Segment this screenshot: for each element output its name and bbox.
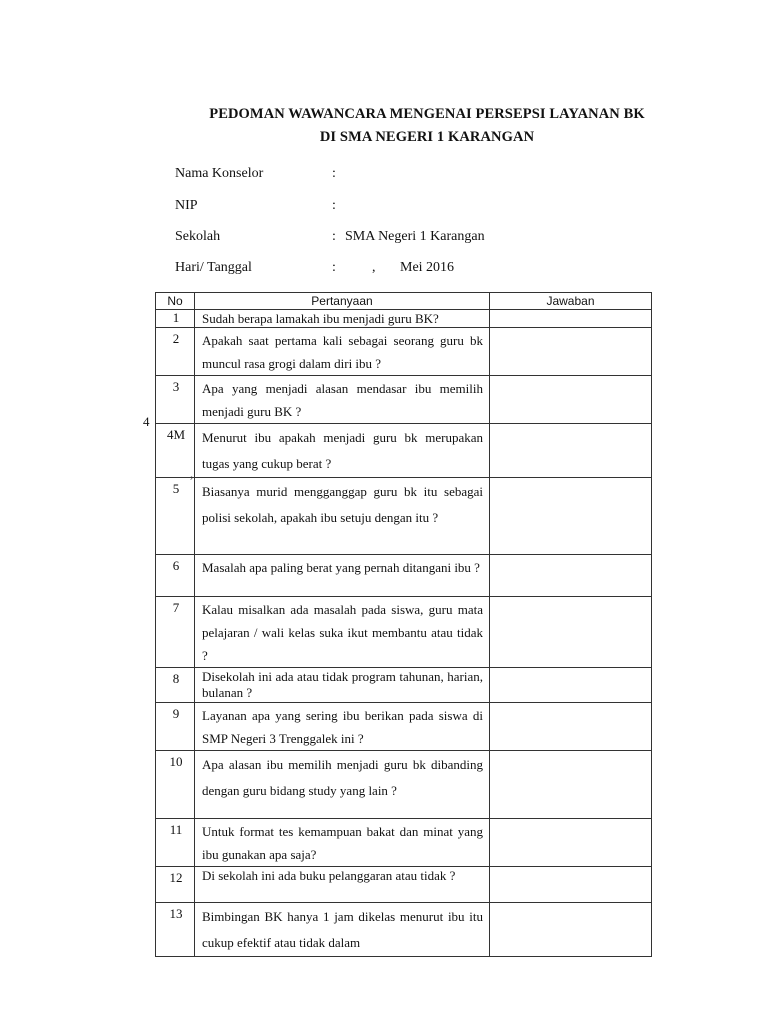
question-text: Di sekolah ini ada buku pelanggaran atau tidak ? bbox=[202, 868, 456, 883]
row-number bbox=[156, 376, 195, 424]
table-row bbox=[156, 597, 652, 668]
table-row bbox=[156, 903, 652, 957]
row-number bbox=[156, 903, 195, 957]
row-question bbox=[195, 903, 490, 957]
row-answer bbox=[490, 867, 652, 903]
field-value-comma: , bbox=[372, 260, 376, 275]
question-text: Layanan apa yang sering ibu berikan pada siswa di SMP Negeri 3 Trenggalek ini ? bbox=[202, 708, 483, 746]
field-colon: : bbox=[332, 229, 336, 244]
row-number bbox=[156, 328, 195, 376]
field-label: Sekolah bbox=[175, 229, 221, 244]
row-number-text: 7 bbox=[172, 600, 180, 615]
row-number-text: 5 bbox=[172, 481, 180, 496]
document-title-line1: PEDOMAN WAWANCARA MENGENAI PERSEPSI LAYANAN BK bbox=[209, 106, 645, 122]
row-answer bbox=[490, 328, 652, 376]
table-row bbox=[156, 703, 652, 751]
row-number-text: 2 bbox=[172, 331, 180, 346]
question-text: Masalah apa paling berat yang pernah ditangani ibu ? bbox=[202, 560, 480, 575]
table-row bbox=[156, 555, 652, 597]
row-question bbox=[195, 376, 490, 424]
field-colon: : bbox=[332, 198, 336, 213]
header-question: Pertanyaan bbox=[195, 293, 490, 310]
row-question bbox=[195, 478, 490, 555]
row-question bbox=[195, 555, 490, 597]
row-question bbox=[195, 751, 490, 819]
table-header-row bbox=[156, 293, 652, 310]
row-answer bbox=[490, 376, 652, 424]
margin-mark: 4 bbox=[143, 414, 150, 429]
row-number-text: 9 bbox=[172, 706, 180, 721]
row-question bbox=[195, 703, 490, 751]
question-text: Biasanya murid mengganggap guru bk itu sebagai polisi sekolah, apakah ibu setuju dengan itu ? bbox=[202, 484, 483, 525]
row-number bbox=[156, 751, 195, 819]
row-question bbox=[195, 819, 490, 867]
table-row bbox=[156, 328, 652, 376]
row-question bbox=[195, 867, 490, 903]
row-number bbox=[156, 819, 195, 867]
question-text: Apa yang menjadi alasan mendasar ibu memilih menjadi guru BK ? bbox=[202, 381, 483, 419]
field-value: SMA Negeri 1 Karangan bbox=[345, 229, 485, 244]
row-number bbox=[156, 310, 195, 328]
row-question bbox=[195, 310, 490, 328]
table-row bbox=[156, 867, 652, 903]
row-answer bbox=[490, 703, 652, 751]
row-number-text: 1 bbox=[172, 310, 180, 325]
header-no: No bbox=[156, 293, 195, 310]
question-text: Apakah saat pertama kali sebagai seorang guru bk muncul rasa grogi dalam diri ibu ? bbox=[202, 333, 483, 371]
row-question bbox=[195, 328, 490, 376]
table-row bbox=[156, 751, 652, 819]
table-row bbox=[156, 376, 652, 424]
row-answer bbox=[490, 597, 652, 668]
table-row bbox=[156, 668, 652, 703]
row-number-text: 11 bbox=[169, 822, 183, 837]
row-answer bbox=[490, 478, 652, 555]
row-answer bbox=[490, 751, 652, 819]
field-colon: : bbox=[332, 166, 336, 181]
document-title-line2: DI SMA NEGERI 1 KARANGAN bbox=[319, 129, 535, 145]
stray-mark: , bbox=[190, 466, 194, 481]
row-number bbox=[156, 424, 195, 478]
question-text: Sudah berapa lamakah ibu menjadi guru BK? bbox=[202, 311, 439, 326]
row-question bbox=[195, 597, 490, 668]
row-number-text: 13 bbox=[169, 906, 183, 921]
row-answer bbox=[490, 903, 652, 957]
row-number-text: 6 bbox=[172, 558, 180, 573]
field-label: Hari/ Tanggal bbox=[175, 260, 252, 275]
question-text: Menurut ibu apakah menjadi guru bk merupakan tugas yang cukup berat ? bbox=[202, 430, 483, 471]
row-number-text: 10 bbox=[169, 754, 183, 769]
row-number bbox=[156, 478, 195, 555]
question-text: Untuk format tes kemampuan bakat dan minat yang ibu gunakan apa saja? bbox=[202, 824, 483, 862]
row-number bbox=[156, 703, 195, 751]
row-number bbox=[156, 597, 195, 668]
row-question bbox=[195, 668, 490, 703]
row-number bbox=[156, 555, 195, 597]
question-text: Kalau misalkan ada masalah pada siswa, guru mata pelajaran / wali kelas suka ikut membantu atau tidak ? bbox=[202, 602, 483, 663]
field-label: Nama Konselor bbox=[175, 166, 264, 181]
row-question bbox=[195, 424, 490, 478]
row-number-text: 8 bbox=[172, 671, 180, 686]
row-number-text: 12 bbox=[169, 870, 183, 885]
table-row bbox=[156, 478, 652, 555]
row-number bbox=[156, 668, 195, 703]
question-text: Disekolah ini ada atau tidak program tahunan, harian, bulanan ? bbox=[202, 669, 483, 700]
field-label: NIP bbox=[175, 198, 198, 213]
row-answer bbox=[490, 424, 652, 478]
field-value-month: Mei 2016 bbox=[400, 260, 455, 275]
row-answer bbox=[490, 310, 652, 328]
table-row bbox=[156, 424, 652, 478]
row-answer bbox=[490, 555, 652, 597]
row-number-text: 4M bbox=[166, 427, 186, 442]
row-number-text: 3 bbox=[172, 379, 180, 394]
question-text: Apa alasan ibu memilih menjadi guru bk dibanding dengan guru bidang study yang lain ? bbox=[202, 757, 483, 798]
row-answer bbox=[490, 819, 652, 867]
table-row bbox=[156, 310, 652, 328]
field-colon: : bbox=[332, 260, 336, 275]
table-row bbox=[156, 819, 652, 867]
header-answer: Jawaban bbox=[490, 293, 652, 310]
row-answer bbox=[490, 668, 652, 703]
interview-table bbox=[155, 292, 652, 957]
row-number bbox=[156, 867, 195, 903]
question-text: Bimbingan BK hanya 1 jam dikelas menurut ibu itu cukup efektif atau tidak dalam bbox=[202, 909, 483, 950]
